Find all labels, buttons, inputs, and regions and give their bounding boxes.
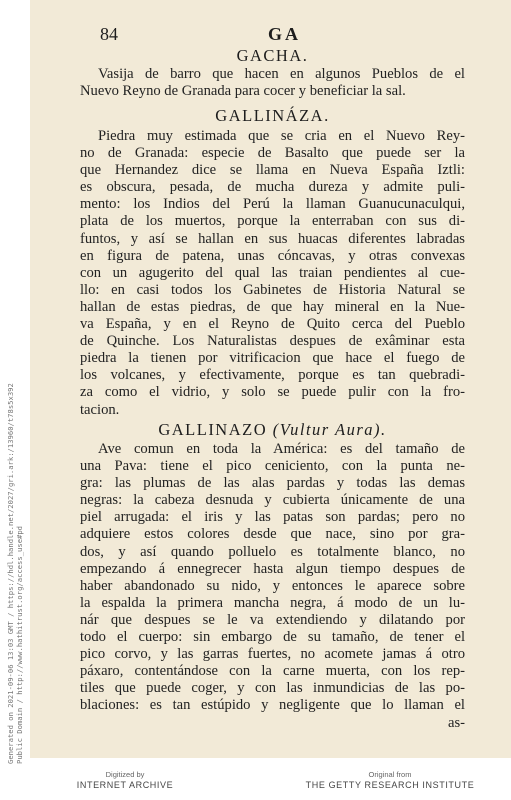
- text-line: hallan de estas piedras, de que hay mineral en la Nue-: [80, 298, 465, 315]
- text-line: plata de los muertos, porque la enterraban con sus di-: [80, 213, 465, 230]
- text-line: con un agugerito del qual las traian pendientes al cue-: [80, 264, 465, 281]
- text-line: mento: los Indios del Perú la llaman Guanucunaculqui,: [80, 196, 465, 213]
- stamp-line-domain: Public Domain / http://www.hathitrust.org/access_use#pd: [15, 526, 24, 764]
- text-line: Vasija de barro que hacen en algunos Pueblos de el: [98, 66, 465, 82]
- footer-original: [295, 770, 485, 791]
- text-line: que Hernandez dice se llama en Nueva España Iztli:: [80, 162, 465, 179]
- footer-right-big: THE GETTY RESEARCH INSTITUTE: [305, 780, 475, 790]
- text-line: Piedra muy estimada que se cria en el Nuevo Rey-: [98, 128, 465, 144]
- entry-heading-word: GALLINAZO: [158, 420, 268, 439]
- footer-left-big: INTERNET ARCHIVE: [76, 780, 174, 790]
- text-line: blaciones: es tan estúpido y negligente que lo llaman el: [80, 697, 465, 714]
- text-line: en figura de patena, unas cóncavas, y otras convexas: [80, 247, 465, 264]
- hathitrust-stamp: [2, 383, 28, 770]
- running-head: GA: [268, 24, 301, 44]
- page-header: [100, 24, 470, 46]
- footer-left-small: Digitized by: [105, 770, 145, 779]
- text-line: za como el vidrio, y solo se puede pulir con la fro-: [80, 384, 465, 401]
- text-line: no de Granada: especie de Basalto que puede ser la: [80, 145, 465, 162]
- text-line: negras: la cabeza desnuda y cubierta únicamente de una: [80, 492, 465, 509]
- text-line: la espalda la primera mancha negra, á modo de un lu-: [80, 594, 465, 611]
- entry-body-gallinaza: [80, 128, 465, 419]
- text-line: gra: las plumas de las alas pardas y todas las demas: [80, 475, 465, 492]
- text-line: tacion.: [80, 401, 120, 418]
- footer-right-small: Original from: [368, 770, 412, 779]
- text-line: adquiere estos colores desde que nace, sino por gra-: [80, 526, 465, 543]
- text-line: funtos, y así se hallan en sus huacas diferentes labradas: [80, 230, 465, 247]
- text-line: una Pava: tiene el pico ceniciento, con la punta ne-: [80, 458, 465, 475]
- text-line: haber abandonado su nido, y entonces le aparece sobre: [80, 577, 465, 594]
- stamp-text: [6, 383, 24, 764]
- text-line: empezando á ennegrecer hasta algun tiempo despues de: [80, 560, 465, 577]
- entry-heading-gacha: GACHA.: [236, 46, 309, 65]
- text-line: es obscura, pesada, de mucha dureza y admite puli-: [80, 179, 465, 196]
- text-line: piedra la tienen por vitrificacion que hace el fuego de: [80, 350, 465, 367]
- footer-digitized: [60, 770, 190, 791]
- catchword: as-: [447, 714, 465, 731]
- text-line: todo el cuerpo: sin embargo de su tamaño, de tener el: [80, 629, 465, 646]
- text-line: piel arrugada: el iris y las patas son pardas; pero no: [80, 509, 465, 526]
- stamp-line-generated: Generated on 2021-09-06 13:03 GMT / https://hdl.handle.net/2027/gri.ark:/13960/t78s5x392: [6, 383, 15, 764]
- entry-body-gallinazo: [80, 441, 465, 732]
- text-line: tiles que puede coger, y con las inmundicias de las po-: [80, 680, 465, 697]
- text-line: páxaro, contentándose con la carne muerta, con los rep-: [80, 663, 465, 680]
- page-number: 84: [100, 24, 118, 44]
- text-line: Ave comun en toda la América: es del tamaño de: [98, 441, 465, 457]
- entry-body-gacha: [80, 66, 465, 100]
- text-line: los volcanes, y efectivamente, porque es tan quebradi-: [80, 367, 465, 384]
- text-line: va España, y en el Reyno de Quito cerca del Pueblo: [80, 316, 465, 333]
- entry-heading-gallinaza: GALLINÁZA.: [215, 106, 330, 125]
- text-line: de Quinche. Los Naturalistas despues de exâminar esta: [80, 333, 465, 350]
- text-line: Nuevo Reyno de Granada para cocer y beneficiar la sal.: [80, 83, 406, 100]
- text-line: dos, y así quando polluelo es totalmente blanco, no: [80, 543, 465, 560]
- text-line: nár que despues se le va extendiendo y dilatando por: [80, 611, 465, 628]
- entry-heading-latin: (Vultur Aura).: [272, 420, 387, 439]
- text-line: pico corvo, y las garras fuertes, no acomete jamas á otro: [80, 646, 465, 663]
- text-line: llo: en casi todos los Gabinetes de Historia Natural se: [80, 281, 465, 298]
- entry-heading-gallinazo: [80, 420, 465, 440]
